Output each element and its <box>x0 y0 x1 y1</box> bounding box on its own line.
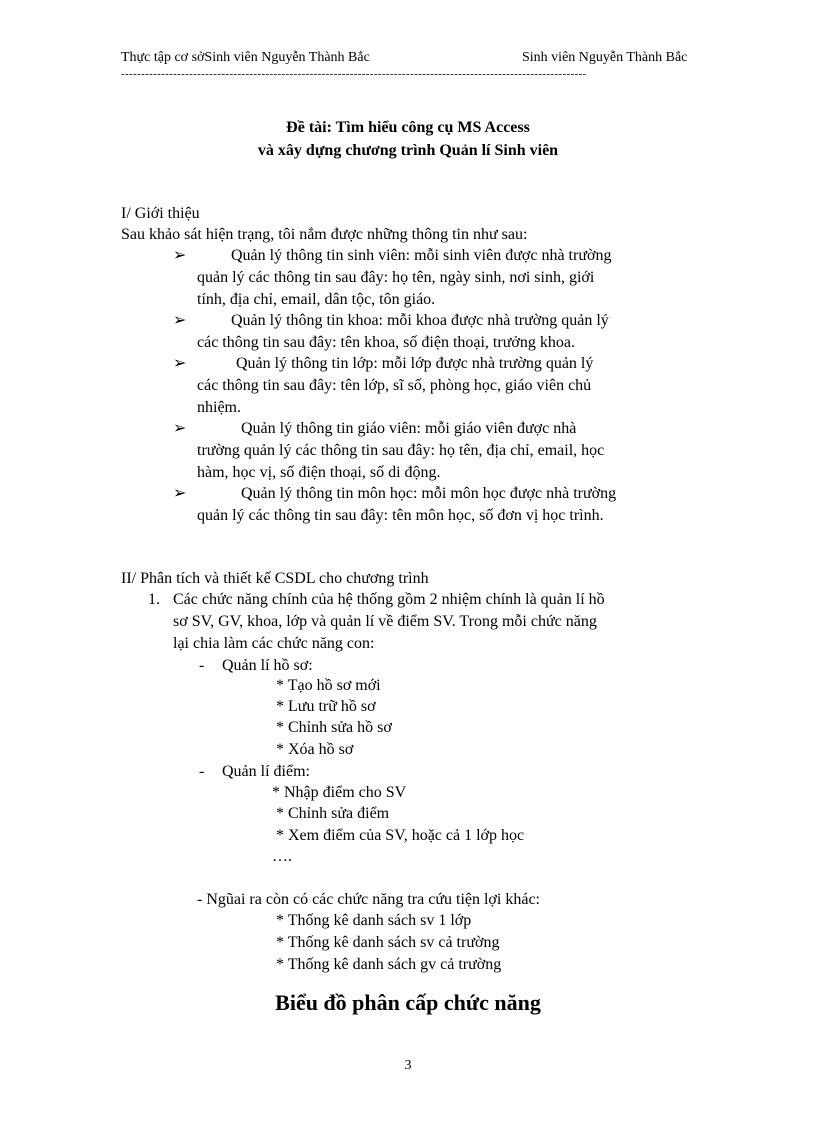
page-number: 3 <box>404 1058 412 1073</box>
list-item: * Lưu trữ hồ sơ <box>276 698 376 715</box>
numbered-line: lại chia làm các chức năng con: <box>173 635 375 652</box>
diagram-title: Biểu đồ phân cấp chức năng <box>275 990 541 1015</box>
bullet-line: Quản lý thông tin sinh viên: mỗi sinh viên được nhà trường <box>231 247 612 264</box>
list-item: * Chỉnh sửa điểm <box>276 805 390 822</box>
numbered-line: sơ SV, GV, khoa, lớp và quản lí về điểm SV. Trong mỗi chức năng <box>173 613 597 630</box>
bullet-line: Quản lý thông tin lớp: mỗi lớp được nhà trường quản lý <box>236 355 594 372</box>
section-1-heading: I/ Giới thiệu <box>121 205 200 222</box>
list-item: * Tạo hồ sơ mới <box>276 677 381 694</box>
bullet-line: quản lý các thông tin sau đây: tên môn học, số đơn vị học trình. <box>197 507 604 524</box>
list-item: * Chỉnh sửa hồ sơ <box>276 719 392 736</box>
other-functions-title: - Ngũai ra còn có các chức năng tra cứu tiện lợi khác: <box>197 891 540 908</box>
group-title-diem: Quản lí điểm: <box>222 763 310 780</box>
arrow-bullet-icon: ➢ <box>173 355 187 372</box>
list-item: * Thống kê danh sách sv 1 lớp <box>276 912 472 929</box>
header-left-text: Thực tập cơ sởSinh viên Nguyễn Thành Bắc <box>121 50 370 65</box>
section-2-heading: II/ Phân tích và thiết kế CSDL cho chương trình <box>121 570 429 587</box>
list-item: * Thống kê danh sách gv cả trường <box>276 956 502 973</box>
header-right-text: Sinh viên Nguyễn Thành Bắc <box>522 50 688 65</box>
bullet-line: tính, địa chỉ, email, dân tộc, tôn giáo. <box>197 291 436 308</box>
arrow-bullet-icon: ➢ <box>173 247 187 264</box>
header-rule: -------------------------------------------------------------------------------------------------------------------- <box>121 68 587 80</box>
bullet-line: Quản lý thông tin khoa: mỗi khoa được nhà trường quản lý <box>231 312 609 329</box>
list-number: 1. <box>148 591 160 608</box>
bullet-line: Quản lý thông tin giáo viên: mỗi giáo viên được nhà <box>241 420 577 437</box>
arrow-bullet-icon: ➢ <box>173 485 187 502</box>
section-1-intro: Sau khảo sát hiện trạng, tôi nắm được những thông tin như sau: <box>121 226 528 243</box>
bullet-line: hàm, học vị, số điện thoại, số di động. <box>197 464 441 481</box>
bullet-line: quản lý các thông tin sau đây: họ tên, ngày sinh, nơi sinh, giới <box>197 269 595 286</box>
bullet-line: Quản lý thông tin môn học: mỗi môn học được nhà trường <box>241 485 617 502</box>
dash-bullet: - <box>199 657 205 674</box>
list-item: * Nhập điểm cho SV <box>272 784 407 801</box>
arrow-bullet-icon: ➢ <box>173 312 187 329</box>
numbered-line: Các chức năng chính của hệ thống gồm 2 nhiệm chính là quản lí hồ <box>173 591 605 608</box>
list-item: * Thống kê danh sách sv cả trường <box>276 934 500 951</box>
arrow-bullet-icon: ➢ <box>173 420 187 437</box>
bullet-line: các thông tin sau đây: tên khoa, số điện thoại, trưởng khoa. <box>197 334 575 351</box>
dash-bullet: - <box>199 763 205 780</box>
list-item: * Xem điểm của SV, hoặc cả 1 lớp học <box>276 827 525 844</box>
document-title-line-1: Đề tài: Tìm hiểu công cụ MS Access <box>286 119 530 136</box>
ellipsis: …. <box>272 848 292 865</box>
bullet-line: nhiệm. <box>197 399 241 416</box>
document-title-line-2: và xây dựng chương trình Quản lí Sinh viên <box>257 142 559 159</box>
list-item: * Xóa hồ sơ <box>276 741 354 758</box>
group-title-ho-so: Quản lí hồ sơ: <box>222 657 313 674</box>
bullet-line: trường quản lý các thông tin sau đây: họ tên, địa chỉ, email, học <box>197 442 605 459</box>
bullet-line: các thông tin sau đây: tên lớp, sĩ số, phòng học, giáo viên chủ <box>197 377 592 394</box>
